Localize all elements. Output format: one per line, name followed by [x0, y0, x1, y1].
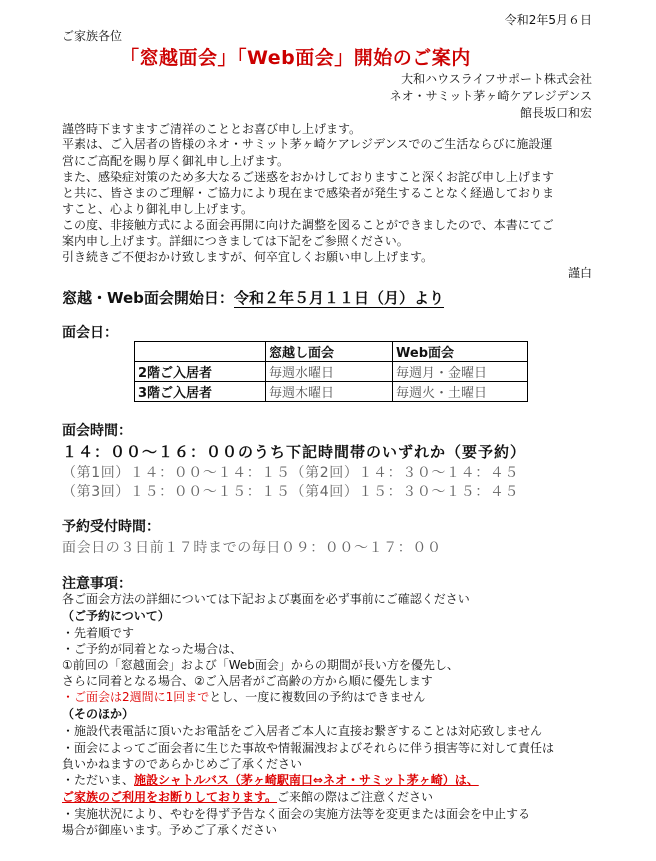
other-heading: （そのほか） [62, 707, 135, 721]
table-corner-cell [135, 342, 266, 362]
column-header: 窓越し面会 [266, 342, 393, 362]
addressee: ご家族各位 [62, 29, 123, 43]
body-line: すこと、心より御礼申し上げます。 [62, 202, 254, 216]
note-item: ・施設代表電話に頂いたお電話をご入居者ご本人に直接お繋ぎすることは対応致しません [62, 724, 543, 738]
body-line: 平素は、ご入居者の皆様のネオ・サミット茅ヶ崎ケアレジデンスでのご生活ならびに施設運 [62, 137, 553, 151]
sender-facility: ネオ・サミット茅ヶ崎ケアレジデンス [389, 89, 592, 103]
closing: 謹白 [567, 266, 592, 280]
note-item [62, 690, 425, 705]
table-row [135, 362, 528, 382]
note-item: ・ご予約が同着となった場合は、 [62, 642, 243, 656]
note-item: さらに同着となる場合、②ご入居者がご高齢の方から順に優先します [62, 674, 433, 688]
window-visit-cell: 毎週水曜日 [266, 362, 393, 382]
window-visit-cell: 毎週木曜日 [266, 382, 393, 402]
issue-date: 令和2年5月６日 [504, 13, 592, 27]
table-row [135, 342, 528, 362]
reserve-heading: （ご予約について） [62, 609, 170, 623]
body-line: また、感染症対策のため多大なるご迷惑をおかけしておりますこと深くお詫び申し上げます [62, 170, 555, 184]
body-line: 引き続きご不便おかけ致しますが、何卒宜しくお願い申し上げます。 [62, 250, 434, 264]
web-visit-cell: 毎週火・土曜日 [393, 382, 528, 402]
reservation-hours: 面会日の３日前１７時までの毎日０９：００～１７：００ [62, 540, 442, 556]
table-row [135, 382, 528, 402]
note-item [62, 790, 433, 805]
body-line: 案内申し上げます。詳細につきましては下記をご参照ください。 [62, 234, 409, 248]
schedule-table [134, 341, 528, 402]
note-item: 負いかねますのであらかじめご了承ください [62, 757, 303, 771]
note-item: ①前回の「窓越面会」および「Web面会」からの期間が長い方を優先し、 [62, 658, 459, 672]
note-item: ・面会によってご面会者に生じた事故や情報漏洩およびそれらに伴う損害等に対して責任は [62, 741, 555, 755]
start-label: 窓越・Web面会開始日： [62, 289, 234, 307]
sender-manager: 館長坂口和宏 [519, 106, 592, 120]
times-main: １４：００～１６：００のうち下記時間帯のいずれか（要予約） [62, 443, 527, 461]
notes-heading: 注意事項： [62, 576, 132, 592]
note-text: ご来館の際はご注意ください [277, 790, 434, 804]
body-line: 営にご高配を賜り厚く御礼申し上げます。 [62, 154, 290, 168]
time-slots: （第3回）１５：００～１５：１５（第4回）１５：３０～１５：４５ [62, 484, 520, 500]
shuttle-refusal-text: ご家族のご利用をお断りしております。 [62, 790, 278, 804]
column-header: Web面会 [393, 342, 528, 362]
note-item [62, 773, 479, 788]
note-text: ・ただいま、 [62, 773, 135, 787]
page-title: 「窓越面会」「Web面会」開始のご案内 [120, 47, 471, 69]
start-date-line [62, 287, 444, 308]
sender-company: 大和ハウスライフサポート株式会社 [401, 72, 592, 86]
note-item: 場合が御座います。予めご了承ください [62, 823, 278, 837]
floor-cell: 2階ご入居者 [135, 362, 266, 382]
schedule-heading: 面会日： [62, 325, 118, 341]
notes-intro: 各ご面会方法の詳細については下記および裏面を必ず事前にご確認ください [62, 592, 470, 606]
note-item: ・先着順です [62, 626, 135, 640]
start-date: 令和２年５月１１日（月）より [233, 289, 444, 307]
body-line: この度、非接触方式による面会再開に向けた調整を図ることができましたので、本書にてご [62, 218, 554, 232]
body-line: 謹啓時下ますますご清祥のこととお喜び申し上げます。 [62, 122, 362, 136]
body-line: と共に、皆さまのご理解・ご協力により現在まで感染者が発生することなく経過しておりま [62, 186, 555, 200]
times-heading: 面会時間： [62, 423, 132, 439]
floor-cell: 3階ご入居者 [135, 382, 266, 402]
time-slots: （第1回）１４：００～１４：１５（第2回）１４：３０～１４：４５ [62, 465, 520, 481]
note-text: とし、一度に複数回の予約はできません [209, 690, 426, 704]
visit-limit-text: ・ご面会は2週間に1回まで [62, 690, 210, 704]
note-item: ・実施状況により、やむを得ず予告なく面会の実施方法等を変更または面会を中止する [62, 807, 531, 821]
web-visit-cell: 毎週月・金曜日 [393, 362, 528, 382]
reservation-heading: 予約受付時間： [62, 519, 160, 535]
shuttle-bus-text: 施設シャトルバス（茅ヶ崎駅南口⇔ネオ・サミット茅ヶ崎）は、 [134, 773, 479, 787]
